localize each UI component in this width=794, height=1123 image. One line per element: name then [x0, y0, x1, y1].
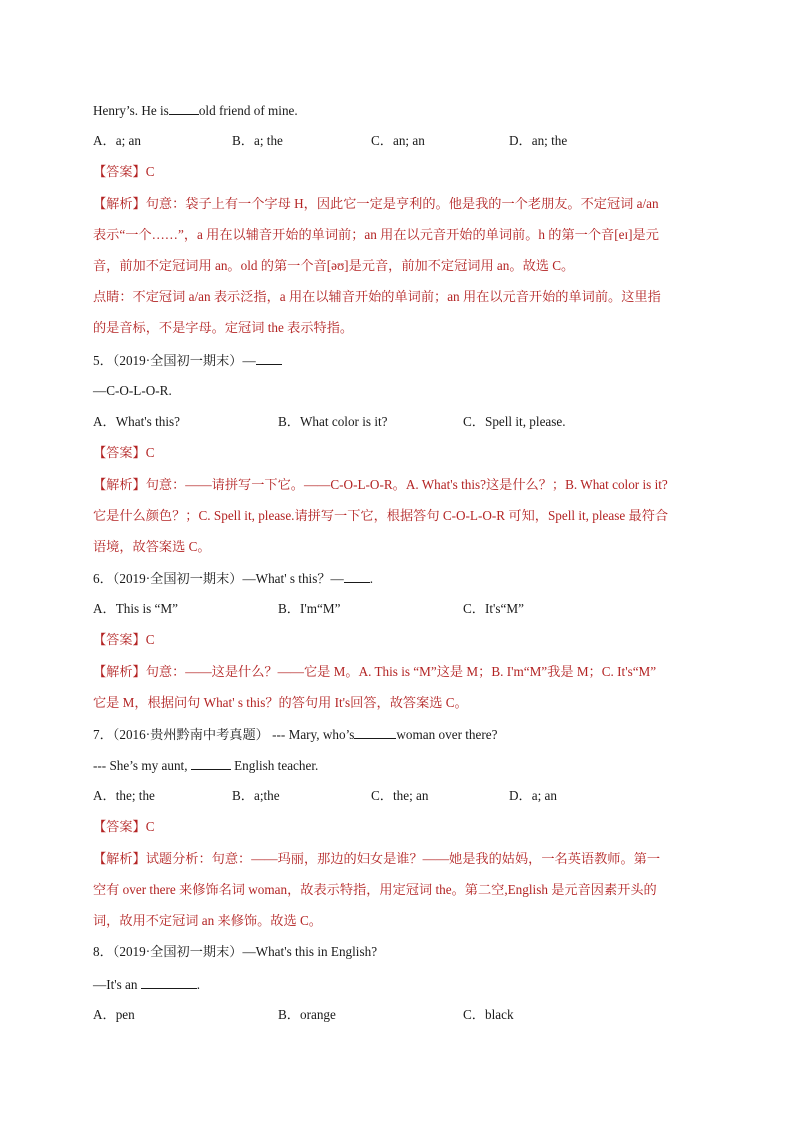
- q5-analysis-line: 【解析】句意：——请拼写一下它。——C-O-L-O-R。A. What's this?这是什么？；B. What color is it?: [93, 477, 668, 492]
- q5-analysis-line: 它是什么颜色？；C. Spell it, please.请拼写一下它，根据答句 C-O-L-O-R 可知，Spell it, please 最符合: [93, 508, 669, 523]
- blank: [191, 756, 231, 770]
- q6-answer: 【答案】C: [93, 632, 155, 647]
- option-a: A．What's this?: [93, 414, 180, 429]
- q7-stem: 7．（2016·贵州黔南中考真题） --- Mary, who’s woman over there?: [93, 727, 498, 742]
- q4-analysis-line: 【解析】句意：袋子上有一个字母 H，因此它一定是亨利的。他是我的一个老朋友。不定冠词 a/an: [93, 196, 659, 211]
- q4-analysis-line: 表示“一个……”，a 用在以辅音开始的单词前；an 用在以元音开始的单词前。h 的第一个音[eɪ]是元: [93, 227, 659, 242]
- q8-line2: —It's an .: [93, 977, 201, 992]
- option-c: C．Spell it, please.: [463, 414, 566, 429]
- q7-analysis-line: 【解析】试题分析：句意：——玛丽，那边的妇女是谁？——她是我的姑妈，一名英语教师。第一: [93, 851, 661, 866]
- option-b: B．a;the: [232, 788, 280, 803]
- option-c: C．the; an: [371, 788, 429, 803]
- blank: [256, 351, 282, 365]
- q4-tip-line: 的是音标，不是字母。定冠词 the 表示特指。: [93, 320, 354, 335]
- option-d: D．a; an: [509, 788, 557, 803]
- q4-analysis-line: 音，前加不定冠词用 an。old 的第一个音[əʊ]是元音，前加不定冠词用 an。故选 C。: [93, 258, 575, 273]
- blank: [344, 569, 370, 583]
- option-a: A．pen: [93, 1007, 135, 1022]
- q7-analysis-line: 空有 over there 来修饰名词 woman，故表示特指，用定冠词 the。第二空,English 是元音因素开头的: [93, 882, 657, 897]
- q5-analysis-line: 语境，故答案选 C。: [93, 539, 211, 554]
- option-b: B．I'm“M”: [278, 601, 341, 616]
- option-b: B．a; the: [232, 133, 283, 148]
- q7-answer: 【答案】C: [93, 819, 155, 834]
- blank: [169, 101, 199, 115]
- q4-stem: Henry’s. He is old friend of mine.: [93, 103, 298, 118]
- q6-analysis-line: 【解析】句意：——这是什么？——它是 M。A. This is “M”这是 M；B. I'm“M”我是 M；C. It's“M”: [93, 664, 657, 679]
- q5-answer: 【答案】C: [93, 445, 155, 460]
- blank: [141, 975, 197, 989]
- q4-tip-line: 点睛：不定冠词 a/an 表示泛指，a 用在以辅音开始的单词前；an 用在以元音开始的单词前。这里指: [93, 289, 661, 304]
- option-a: A．the; the: [93, 788, 155, 803]
- q4-answer: 【答案】C: [93, 164, 155, 179]
- option-a: A．This is “M”: [93, 601, 178, 616]
- option-d: D．an; the: [509, 133, 568, 148]
- option-c: C．an; an: [371, 133, 425, 148]
- q8-stem: 8．（2019·全国初一期末）—What's this in English?: [93, 944, 378, 959]
- option-a: A．a; an: [93, 133, 141, 148]
- option-b: B．orange: [278, 1007, 336, 1022]
- q5-line2: —C-O-L-O-R.: [93, 383, 172, 398]
- q5-stem: 5．（2019·全国初一期末）—: [93, 351, 282, 370]
- blank: [354, 725, 396, 739]
- option-b: B．What color is it?: [278, 414, 388, 429]
- option-c: C．It's“M”: [463, 601, 524, 616]
- option-c: C．black: [463, 1007, 514, 1022]
- q7-analysis-line: 词，故用不定冠词 an 来修饰。故选 C。: [93, 913, 322, 928]
- q6-analysis-line: 它是 M，根据问句 What' s this？的答句用 It's回答，故答案选 C。: [93, 695, 468, 710]
- q7-line2: --- She’s my aunt, English teacher.: [93, 758, 319, 773]
- q6-stem: 6．（2019·全国初一期末）—What' s this？— .: [93, 571, 374, 586]
